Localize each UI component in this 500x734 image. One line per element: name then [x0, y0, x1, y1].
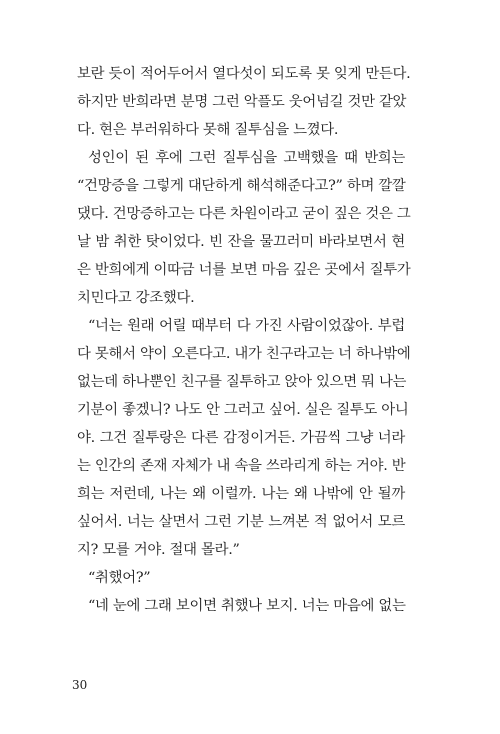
text-line: 은 반희에게 이따금 너를 보면 마음 깊은 곳에서 질투가	[77, 262, 411, 278]
text-line: 야. 그건 질투랑은 다른 감정이거든. 가끔씩 그냥 너라	[77, 430, 405, 446]
text-line: 하지만 반희라면 분명 그런 악플도 웃어넘길 것만 같았	[77, 94, 407, 110]
text-line: “취했어?”	[88, 570, 151, 586]
text-line: 댔다. 건망증하고는 다른 차원이라고 굳이 짚은 것은 그	[77, 206, 411, 222]
text-line: 성인이 된 후에 그런 질투심을 고백했을 때 반희는	[88, 150, 405, 166]
text-line: “너는 원래 어릴 때부터 다 가진 사람이었잖아. 부럽	[88, 318, 405, 334]
text-line: 날 밤 취한 탓이었다. 빈 잔을 물끄러미 바라보면서 현	[77, 234, 405, 250]
text-line: “네 눈에 그래 보이면 취했나 보지. 너는 마음에 없는	[88, 598, 406, 614]
text-line: “건망증을 그렇게 대단하게 해석해준다고?” 하며 깔깔	[77, 178, 406, 194]
text-line: 희는 저런데, 나는 왜 이럴까. 나는 왜 나밖에 안 될까	[77, 486, 405, 502]
text-line: 없는데 하나뿐인 친구를 질투하고 앉아 있으면 뭐 나는	[77, 374, 407, 390]
text-line: 다. 현은 부러워하다 못해 질투심을 느꼈다.	[77, 122, 339, 138]
text-line: 보란 듯이 적어두어서 열다섯이 되도록 못 잊게 만든다.	[77, 66, 411, 82]
page-number: 30	[72, 678, 88, 692]
text-line: 다 못해서 약이 오른다고. 내가 친구라고는 너 하나밖에	[77, 346, 411, 362]
text-line: 치민다고 강조했다.	[77, 290, 195, 306]
text-line: 기분이 좋겠니? 나도 안 그러고 싶어. 실은 질투도 아니	[77, 402, 409, 418]
text-line: 싶어서. 너는 살면서 그런 기분 느껴본 적 없어서 모르	[77, 514, 405, 530]
text-line: 지? 모를 거야. 절대 몰라.”	[77, 542, 240, 558]
text-line: 는 인간의 존재 자체가 내 속을 쓰라리게 하는 거야. 반	[77, 458, 406, 474]
